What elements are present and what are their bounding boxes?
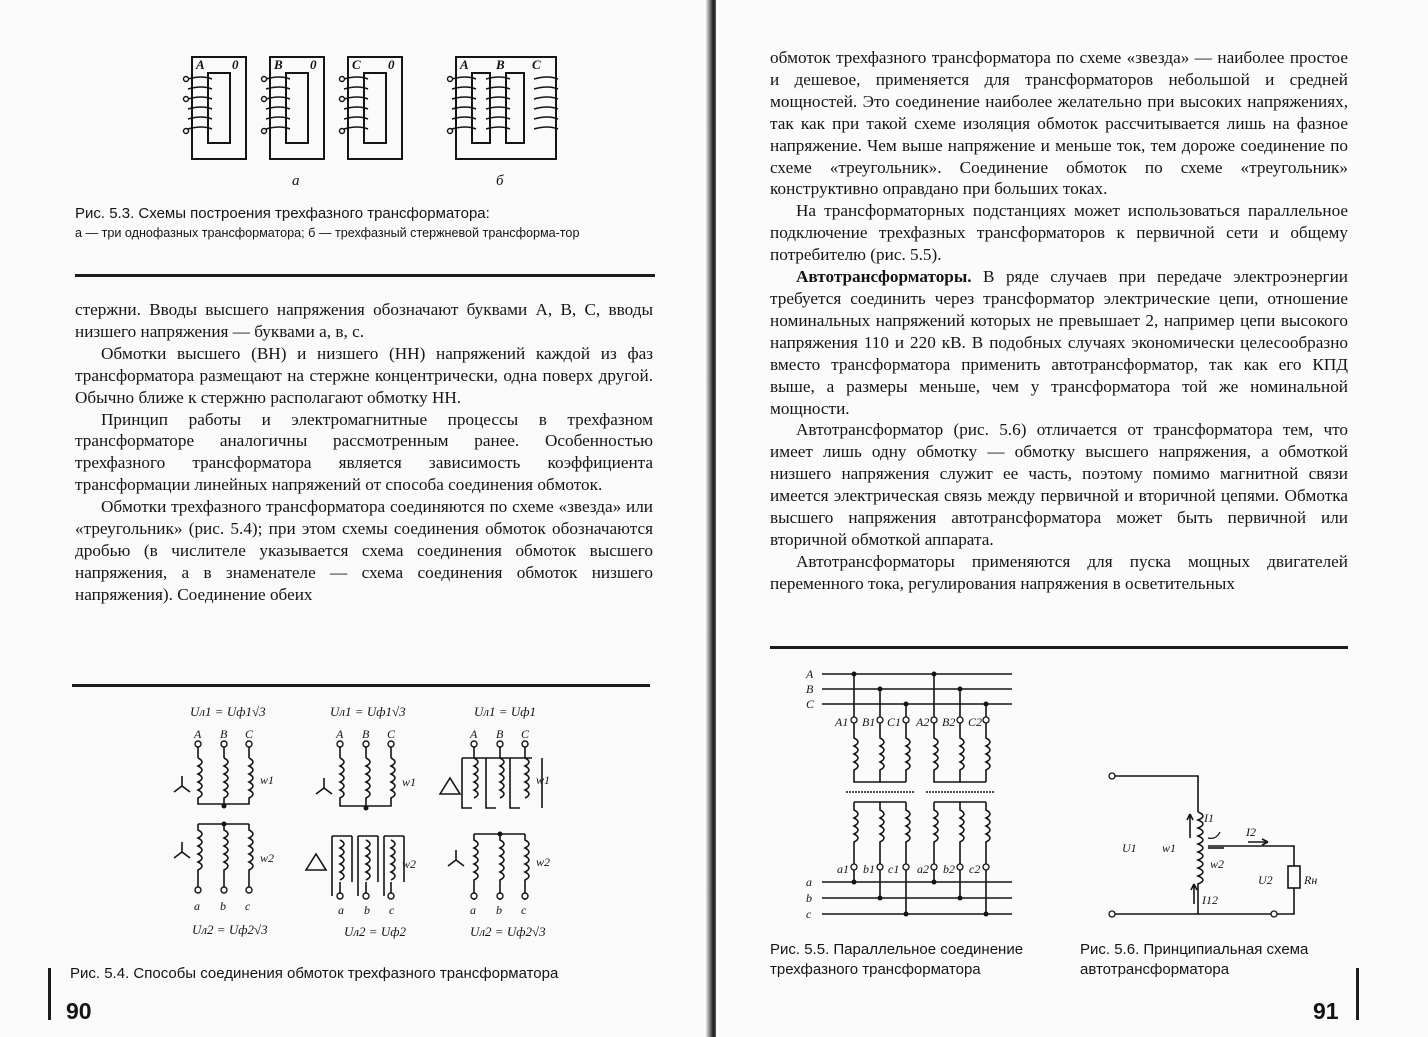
fig-5-3-caption (75, 204, 655, 242)
svg-text:B2: B2 (942, 715, 956, 729)
svg-text:C: C (806, 697, 815, 711)
svg-text:c1: c1 (888, 862, 900, 876)
svg-text:b: b (220, 899, 226, 913)
right-paragraph-3-text: В ряде случаев при передаче электроэнергии требуется соединить через трансформатор электрические цепи, отношение номинальных напряжений которых не превышает 2, например цепи высокого напряжения 110 и 220 кВ. В подобных случаях экономически целесообразно вместо трансформатора применить автотрансформатор, так как его КПД выше, а размеры меньше, чем у трансформатора той же номинальной мощности. (770, 267, 1349, 418)
fig-5-4-caption: Рис. 5.4. Способы соединения обмоток трехфазного трансформатора (70, 965, 559, 982)
svg-text:I2: I2 (1246, 825, 1256, 839)
svg-text:b1: b1 (863, 862, 875, 876)
svg-text:A1: A1 (835, 715, 849, 729)
right-paragraph-3 (770, 266, 1348, 419)
fig-5-4-formula-bot-2: Uл2 = Uф2 (344, 924, 406, 939)
rule-mid-left (72, 684, 650, 687)
svg-text:Rн: Rн (1304, 873, 1318, 887)
right-body-text (770, 47, 1348, 595)
svg-text:A: A (336, 727, 344, 741)
svg-text:a2: a2 (917, 862, 929, 876)
fig-5-3-label-a: а (292, 173, 300, 189)
left-page (0, 0, 712, 1037)
svg-text:A: A (460, 57, 469, 72)
svg-text:w1: w1 (536, 773, 551, 787)
fig-5-6-diagram (1098, 764, 1328, 924)
page-number-left: 90 (66, 998, 92, 1024)
left-paragraph-4: Обмотки трехфазного трансформатора соединяются по схеме «звезда» или «треугольник» (рис. 5.4); при этом схемы соединения обмоток обозначаются дробью (в числителе указывается схема соединения обмоток высшего напряжения, а в знаменателе — схема соединения обмоток низшего напряжения). Соединение обеих (75, 497, 653, 604)
left-body-text (75, 299, 653, 606)
svg-text:B: B (362, 727, 370, 741)
svg-text:B1: B1 (862, 715, 876, 729)
svg-text:c: c (521, 903, 527, 917)
fig-5-6-caption: Рис. 5.6. Принципиальная схема автотрансформатора (1080, 941, 1309, 978)
fig-5-4-formula-bot-3: Uл2 = Uф2√3 (470, 924, 546, 939)
svg-text:b2: b2 (943, 862, 955, 876)
svg-text:C: C (532, 57, 541, 72)
svg-text:0: 0 (388, 57, 395, 72)
fig-5-3-diagram (170, 45, 590, 195)
svg-text:a: a (806, 875, 812, 889)
svg-text:w2: w2 (260, 851, 275, 865)
svg-text:C: C (521, 727, 530, 741)
svg-text:C2: C2 (968, 715, 983, 729)
svg-text:b: b (364, 903, 370, 917)
left-paragraph-1: стержни. Вводы высшего напряжения обозначают буквами A, B, C, вводы низшего напряжения — буквами a, в, c. (75, 300, 653, 341)
rule-top-left (75, 274, 655, 277)
fig-5-3-caption-sub: а — три однофазных трансформатора; б — трехфазный стержневой трансформа-тор (75, 226, 580, 240)
svg-text:b: b (496, 903, 502, 917)
svg-text:c: c (245, 899, 251, 913)
right-paragraph-5: Автотрансформаторы применяются для пуска мощных двигателей переменного тока, регулирования напряжения в осветительных (770, 551, 1348, 593)
page-number-right: 91 (1313, 998, 1339, 1024)
fig-5-3-label-b: б (496, 173, 504, 189)
svg-text:w1: w1 (402, 775, 417, 789)
right-page (716, 0, 1428, 1037)
svg-text:I12: I12 (1202, 893, 1218, 907)
svg-text:w1: w1 (1162, 841, 1177, 855)
left-paragraph-3: Принцип работы и электромагнитные процессы в трехфазном трансформаторе аналогичны рассмотренным ранее. Особенностью трехфазного трансформатора является зависимость коэффициента трансформации линейных напряжений от способа соединения обмоток. (75, 409, 653, 495)
svg-text:I1: I1 (1204, 811, 1214, 825)
svg-text:A: A (194, 727, 202, 741)
svg-text:w2: w2 (402, 857, 417, 871)
right-paragraph-2: На трансформаторных подстанциях может использоваться параллельное подключение трехфазных трансформаторов к первичной сети и общему потребителю (рис. 5.5). (770, 201, 1348, 265)
svg-text:B: B (496, 727, 504, 741)
rule-mid-right (770, 646, 1348, 649)
svg-text:c2: c2 (969, 862, 981, 876)
svg-text:A: A (806, 667, 814, 681)
svg-text:C: C (352, 57, 361, 72)
svg-text:a: a (470, 903, 476, 917)
svg-text:A2: A2 (916, 715, 930, 729)
right-paragraph-4: Автотрансформатор (рис. 5.6) отличается от трансформатора тем, что имеет лишь одну обмотку — обмотку высшего напряжения, а обмоткой низшего напряжения служит ее часть, поэтому помимо магнитной связи имеется электрическая связь между первичной и вторичной цепями. Обмотка высшего напряжения автотрансформатора может быть первичной или вторичной обмоткой аппарата. (770, 420, 1348, 549)
svg-text:A: A (470, 727, 478, 741)
right-paragraph-1: обмоток трехфазного трансформатора по схеме «звезда» — наиболее простое и дешевое, применяется для трансформаторов небольшой и средней мощностей. Это соединение наиболее желательно при высоких напряжениях, так как при такой схеме изоляция обмоток рассчитывается лишь на фазное напряжение. Чем выше напряжение и меньше ток, тем дороже соединение по схеме «треугольник». Соединение обмоток по схеме «треугольник» конструктивно оправдано при больших токах. (770, 48, 1348, 199)
svg-text:c: c (389, 903, 395, 917)
svg-text:a: a (194, 899, 200, 913)
page-number-bar-right (1356, 968, 1359, 1020)
svg-text:B: B (806, 682, 814, 696)
svg-text:B: B (496, 57, 505, 72)
page-number-bar-left (48, 968, 51, 1020)
svg-text:A: A (196, 57, 205, 72)
svg-text:B: B (274, 57, 283, 72)
svg-text:U1: U1 (1122, 841, 1137, 855)
bold-lead: Автотрансформаторы. (796, 267, 972, 287)
svg-text:w2: w2 (536, 855, 551, 869)
svg-text:w1: w1 (260, 773, 275, 787)
svg-text:b: b (806, 891, 812, 905)
fig-5-4-formula-top-2: Uл1 = Uф1√3 (330, 704, 406, 719)
svg-text:a1: a1 (837, 862, 849, 876)
svg-text:0: 0 (232, 57, 239, 72)
svg-text:C1: C1 (887, 715, 902, 729)
fig-5-4-formula-bot-1: Uл2 = Uф2√3 (192, 922, 268, 937)
svg-text:0: 0 (310, 57, 317, 72)
svg-text:B: B (220, 727, 228, 741)
svg-text:U2: U2 (1258, 873, 1273, 887)
left-paragraph-2: Обмотки высшего (ВН) и низшего (НН) напряжений каждой из фаз трансформатора размещают на стержне концентрически, одна поверх другой. Обычно ближе к стержню располагают обмотку НН. (75, 343, 653, 407)
svg-text:C: C (245, 727, 254, 741)
fig-5-3-caption-title: Рис. 5.3. Схемы построения трехфазного трансформатора: (75, 205, 490, 222)
svg-text:w2: w2 (1210, 857, 1225, 871)
svg-text:c: c (806, 907, 812, 921)
fig-5-4-diagram (160, 696, 580, 956)
fig-5-5-diagram (802, 662, 1022, 924)
fig-5-5-caption: Рис. 5.5. Параллельное соединение трехфазного трансформатора (770, 941, 1024, 978)
fig-5-4-formula-top-3: Uл1 = Uф1 (474, 704, 536, 719)
fig-5-4-formula-top-1: Uл1 = Uф1√3 (190, 704, 266, 719)
svg-text:C: C (387, 727, 396, 741)
svg-text:a: a (338, 903, 344, 917)
